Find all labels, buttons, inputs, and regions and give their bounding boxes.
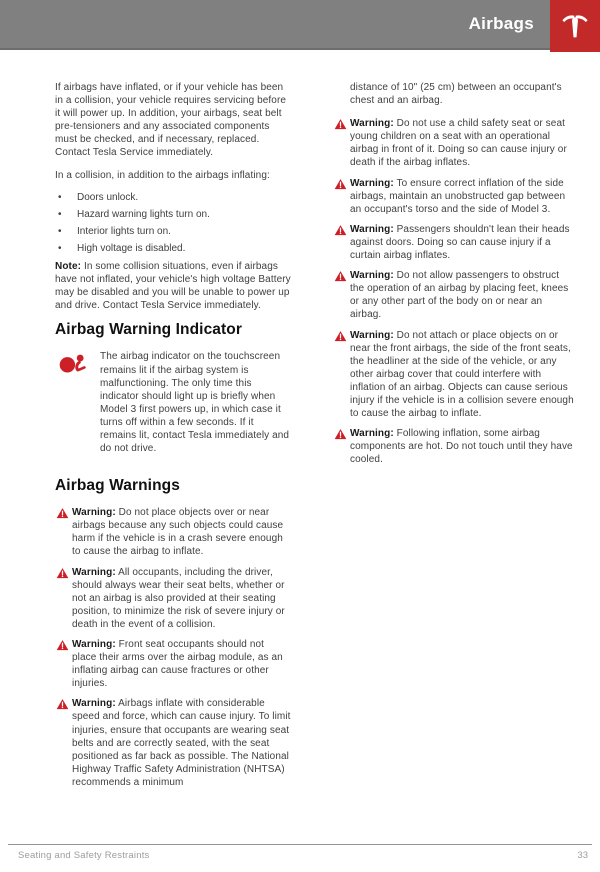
list-item-text: High voltage is disabled.	[77, 242, 186, 254]
warning-body: Following inflation, some airbag components are hot. Do not touch until they have cooled.	[350, 428, 573, 466]
list-item	[55, 208, 291, 221]
warning-triangle-icon	[55, 506, 72, 558]
collision-effects-list	[55, 191, 291, 255]
bullet-icon: •	[58, 208, 62, 220]
warning-label: Warning:	[350, 428, 394, 440]
page-title: Airbags	[468, 14, 534, 33]
note-text: In some collision situations, even if airbags have not inflated, your vehicle's high voltage Battery may be disabled and you will be unable to power up and drive. Contact Tesla Service immediately.	[55, 261, 291, 312]
bullet-icon: •	[58, 191, 62, 203]
warning-item	[333, 177, 575, 216]
warning-item	[333, 269, 575, 321]
warning-label: Warning:	[72, 698, 116, 710]
warning-body: Do not allow passengers to obstruct the operation of an airbag by placing feet, knees or any other part of the body on or near an airbag.	[350, 270, 569, 321]
warning-body: Passengers shouldn't lean their heads against doors. Doing so can cause injury if a curtain airbag inflates.	[350, 223, 570, 262]
warning-text	[350, 427, 575, 466]
warning-triangle-icon	[55, 697, 72, 789]
list-item	[55, 242, 291, 255]
warning-triangle-icon	[333, 117, 350, 169]
section-title-airbag-warning-indicator: Airbag Warning Indicator	[55, 321, 242, 339]
list-item-text: Interior lights turn on.	[77, 225, 171, 237]
warning-body: Do not place objects over or near airbags because any such objects could cause harm if the vehicle is in a crash severe enough to cause the airbag to inflate.	[72, 507, 284, 558]
note-label: Note:	[55, 261, 82, 273]
note-paragraph	[55, 260, 291, 312]
warning-body: Do not use a child safety seat or seat young children on a seat with an operational airbag in front of it. Doing so can cause injury or death if the airbag inflates.	[350, 118, 567, 169]
left-column	[55, 81, 291, 796]
list-item	[55, 225, 291, 238]
list-item-text: Doors unlock.	[77, 191, 139, 203]
warning-item	[55, 506, 291, 558]
warning-item	[333, 117, 575, 169]
warning-text	[72, 506, 291, 558]
section-title-airbag-warnings: Airbag Warnings	[55, 477, 180, 495]
intro-paragraph: If airbags have inflated, or if your vehicle has been in a collision, your vehicle requires servicing before it will power up. In addition, your airbags, seat belt pre-tensioners and any associated components must be checked, and if necessary, replaced. Contact Tesla Service immediately.	[55, 82, 287, 159]
footer-divider	[8, 844, 592, 845]
warning-label: Warning:	[350, 223, 394, 235]
warning-label: Warning:	[72, 566, 116, 578]
warning-triangle-icon	[333, 329, 350, 421]
warning-text	[350, 269, 575, 321]
warning-body: Front seat occupants should not place their arms over the airbag module, as an inflating airbag can cause fractures or other injuries.	[72, 639, 283, 690]
warning-text	[350, 117, 575, 169]
warning-triangle-icon	[333, 427, 350, 466]
warning-item	[55, 566, 291, 631]
airbag-indicator-icon	[55, 350, 100, 464]
warning-item	[55, 697, 291, 789]
list-item	[55, 191, 291, 204]
warning-label: Warning:	[72, 639, 116, 650]
bullet-icon: •	[58, 242, 62, 254]
page-number: 33	[577, 850, 588, 861]
warning-body: Airbags inflate with considerable speed and force, which can cause injury. To limit injuries, ensure that occupants are wearing seat belts and are correctly seated, with the seat positioned as far back as possible. The National Highway Traffic Safety Administration (NHTSA) recommends a minimum	[72, 698, 291, 788]
warning-item	[333, 223, 575, 262]
warning-triangle-icon	[55, 566, 72, 631]
warning-label: Warning:	[350, 270, 394, 282]
page-footer	[0, 844, 600, 872]
warning-body: To ensure correct inflation of the side airbags, maintain an unobstructed gap between an occupant's torso and the side of Model 3.	[350, 177, 566, 215]
airbag-indicator-block	[55, 350, 291, 464]
warning-label: Warning:	[350, 177, 394, 189]
warning-text	[350, 329, 575, 421]
collision-intro-paragraph: In a collision, in addition to the airbags inflating:	[55, 169, 270, 181]
footer-section-title: Seating and Safety Restraints	[18, 850, 150, 861]
warning-continuation-paragraph: distance of 10" (25 cm) between an occupant's chest and an airbag.	[350, 82, 562, 107]
warning-text	[350, 177, 575, 216]
page-content	[55, 81, 575, 796]
warning-body: All occupants, including the driver, should always wear their seat belts, whether or not an airbag is also provided at their seating position, to minimize the risk of severe injury or death in the event of a collision.	[72, 566, 285, 630]
warning-text	[72, 638, 291, 690]
warning-triangle-icon	[55, 638, 72, 690]
warning-item	[333, 329, 575, 421]
page-header	[0, 0, 600, 50]
warning-text	[72, 697, 291, 789]
list-item-text: Hazard warning lights turn on.	[77, 208, 210, 220]
warning-item	[55, 638, 291, 690]
warning-triangle-icon	[333, 177, 350, 216]
warning-text	[72, 566, 291, 631]
right-column	[333, 81, 575, 796]
bullet-icon: •	[58, 225, 62, 237]
warning-triangle-icon	[333, 223, 350, 262]
warning-body: Do not attach or place objects on or near the front airbags, the side of the front seats, the headliner at the side of the vehicle, or any other airbag cover that could interfere with inflation of an airbag. Objects can cause serious injury if the vehicle is in a collision severe enough to cause the airbag to inflate.	[350, 329, 574, 420]
warning-label: Warning:	[72, 507, 116, 519]
indicator-paragraph: The airbag indicator on the touchscreen remains lit if the airbag system is malfunctioning. The only time this indicator should light up is briefly when Model 3 first powers up, in which case it turns off within a few seconds. If it remains lit, contact Tesla immediately and do not drive.	[100, 351, 290, 455]
warning-text	[350, 223, 575, 262]
tesla-logo-icon	[550, 0, 600, 52]
warning-item	[333, 427, 575, 466]
warning-label: Warning:	[350, 329, 394, 341]
warning-label: Warning:	[350, 118, 394, 130]
warning-triangle-icon	[333, 269, 350, 321]
